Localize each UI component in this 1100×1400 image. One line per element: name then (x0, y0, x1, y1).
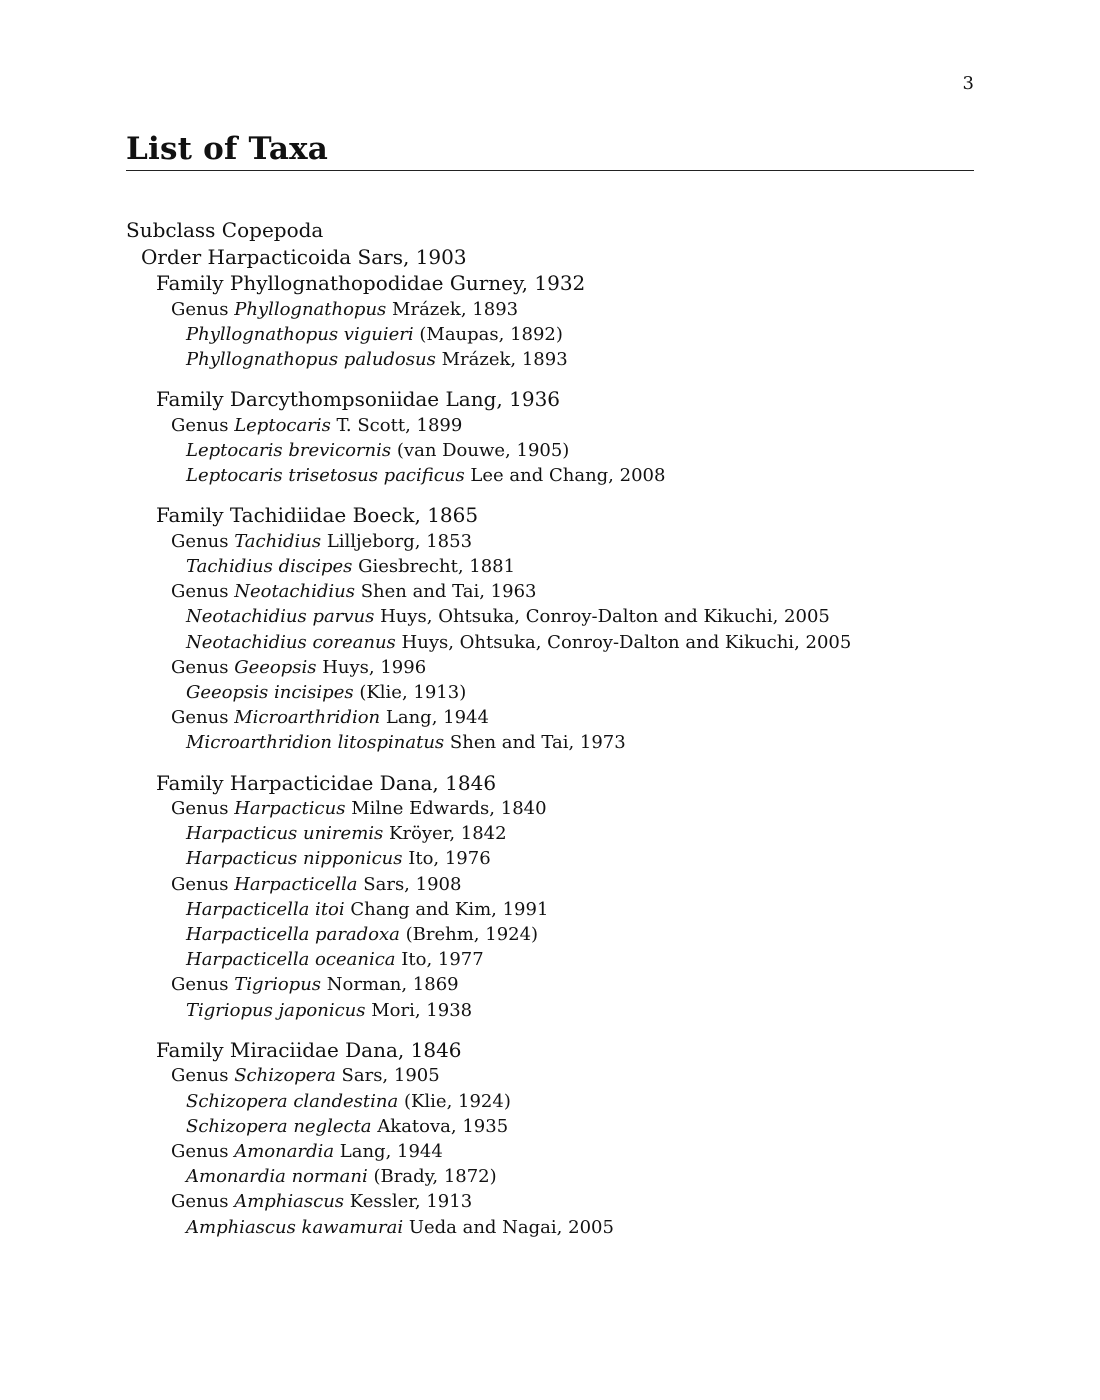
taxon-name: Tigriopus japonicus (186, 999, 366, 1021)
taxa-list (126, 217, 986, 1240)
taxon-authority: Lee and Chang, 2008 (470, 465, 666, 487)
taxon-name: Tachidiidae (229, 503, 347, 528)
taxon-name: Phyllognathopus paludosus (186, 348, 436, 370)
taxon-authority: Mrázek, 1893 (392, 298, 519, 320)
taxon-rank: Genus (171, 656, 229, 678)
taxon-entry (126, 680, 986, 705)
taxon-name: Harpacticoida (207, 244, 352, 269)
taxon-entry (126, 529, 986, 554)
taxon-authority: Dana, 1846 (379, 770, 497, 795)
taxon-authority: Kröyer, 1842 (389, 823, 507, 845)
taxon-name: Harpacticella paradoxa (186, 924, 400, 946)
taxon-name: Darcythompsoniidae (229, 387, 440, 412)
taxon-authority: Dana, 1846 (345, 1037, 462, 1062)
taxon-authority: Ito, 1977 (401, 949, 484, 971)
taxon-entry (126, 947, 986, 972)
taxon-name: Miraciidae (229, 1037, 339, 1062)
page-number: 3 (962, 73, 974, 94)
taxon-authority: Chang and Kim, 1991 (350, 898, 549, 920)
taxon-name: Phyllognathopus (234, 298, 387, 320)
taxon-entry (126, 846, 986, 871)
taxon-entry (126, 796, 986, 821)
taxon-entry (126, 413, 986, 438)
taxon-name: Neotachidius (234, 581, 355, 603)
taxon-name: Copepoda (221, 218, 324, 242)
taxon-entry (126, 347, 986, 372)
taxon-authority: (Brady, 1872) (373, 1166, 497, 1188)
taxon-rank: Genus (171, 581, 229, 603)
taxon-entry (126, 630, 986, 655)
taxon-name: Phyllognathopodidae (229, 271, 444, 295)
taxon-authority: (van Douwe, 1905) (396, 439, 570, 461)
taxon-name: Harpacticus nipponicus (186, 848, 403, 870)
taxon-entry (126, 217, 986, 244)
taxon-name: Microarthridion litospinatus (186, 732, 445, 754)
taxon-entry (126, 897, 986, 922)
taxon-rank: Genus (171, 1191, 229, 1213)
taxon-entry (126, 502, 986, 529)
taxon-name: Phyllognathopus viguieri (186, 323, 414, 345)
taxon-authority: (Brehm, 1924) (405, 924, 539, 946)
taxon-rank: Genus (171, 1065, 229, 1087)
taxon-name: Harpacticella (234, 873, 358, 895)
taxon-authority: Shen and Tai, 1963 (360, 581, 537, 603)
taxon-rank: Genus (171, 873, 229, 895)
taxon-authority: Lilljeborg, 1853 (326, 530, 473, 552)
taxon-entry (126, 438, 986, 463)
taxon-entry (126, 463, 986, 488)
taxon-entry (126, 1189, 986, 1214)
taxon-entry (126, 579, 986, 604)
taxon-entry (126, 770, 986, 797)
taxon-entry (126, 655, 986, 680)
taxon-entry (126, 1114, 986, 1139)
taxon-name: Geeopsis incisipes (186, 681, 354, 703)
taxon-name: Amphiascus kawamurai (186, 1216, 404, 1238)
taxon-entry (126, 1089, 986, 1114)
taxon-authority: Mrázek, 1893 (441, 348, 568, 370)
taxon-rank: Family (156, 387, 224, 412)
taxon-rank: Genus (171, 298, 229, 320)
taxon-rank: Family (156, 503, 224, 528)
taxon-rank: Genus (171, 707, 229, 729)
taxon-rank: Genus (171, 414, 229, 436)
taxon-entry (126, 386, 986, 413)
taxon-authority: Kessler, 1913 (349, 1191, 473, 1213)
taxon-entry (126, 730, 986, 755)
taxon-name: Amonardia (234, 1140, 335, 1162)
taxon-name: Microarthridion (234, 707, 381, 729)
taxon-entry (126, 1139, 986, 1164)
taxon-entry (126, 270, 986, 297)
taxon-entry (126, 1037, 986, 1064)
taxon-name: Schizopera clandestina (186, 1090, 399, 1112)
taxon-authority: T. Scott, 1899 (336, 414, 463, 436)
taxon-entry (126, 705, 986, 730)
taxon-authority: Sars, 1905 (341, 1065, 440, 1087)
title-rule (126, 170, 974, 171)
taxon-rank: Genus (171, 1140, 229, 1162)
taxon-entry (126, 872, 986, 897)
taxon-name: Harpacticidae (229, 770, 374, 795)
taxon-rank: Family (156, 770, 224, 795)
taxon-name: Leptocaris trisetosus pacificus (186, 465, 465, 487)
taxon-name: Tachidius discipes (186, 555, 353, 577)
taxon-name: Harpacticus uniremis (186, 823, 384, 845)
taxon-name: Harpacticella itoi (186, 898, 345, 920)
taxon-entry (126, 554, 986, 579)
taxon-name: Schizopera (234, 1065, 336, 1087)
taxon-authority: Boeck, 1865 (352, 503, 479, 528)
taxon-authority: Milne Edwards, 1840 (351, 798, 547, 820)
taxon-name: Geeopsis (234, 656, 317, 678)
taxon-name: Amphiascus (234, 1191, 345, 1213)
taxon-authority: (Klie, 1913) (359, 681, 467, 703)
taxon-rank: Order (141, 244, 202, 269)
taxon-entry (126, 998, 986, 1023)
taxon-name: Neotachidius coreanus (186, 631, 396, 653)
taxon-name: Leptocaris (234, 414, 331, 436)
taxon-authority: Norman, 1869 (326, 974, 459, 996)
taxon-name: Harpacticus (234, 798, 346, 820)
taxon-name: Leptocaris brevicornis (186, 439, 392, 461)
taxon-authority: Ueda and Nagai, 2005 (408, 1216, 614, 1238)
taxon-entry (126, 1215, 986, 1240)
page-title: List of Taxa (126, 131, 329, 167)
taxon-authority: Huys, Ohtsuka, Conroy-Dalton and Kikuchi, 2005 (401, 631, 852, 653)
taxon-authority: Gurney, 1932 (449, 271, 586, 295)
taxon-name: Neotachidius parvus (186, 606, 375, 628)
taxon-entry (126, 821, 986, 846)
taxon-authority: Lang, 1936 (445, 387, 561, 412)
taxon-name: Tigriopus (234, 974, 322, 996)
taxon-authority: Sars, 1908 (363, 873, 462, 895)
taxon-authority: Sars, 1903 (357, 244, 467, 269)
taxon-entry (126, 1164, 986, 1189)
taxon-authority: Mori, 1938 (371, 999, 473, 1021)
taxon-entry (126, 1063, 986, 1088)
taxon-authority: Giesbrecht, 1881 (358, 555, 516, 577)
taxon-rank: Genus (171, 974, 229, 996)
taxon-authority: (Maupas, 1892) (419, 323, 563, 345)
taxon-authority: Akatova, 1935 (377, 1115, 509, 1137)
taxon-rank: Family (156, 271, 224, 295)
taxon-name: Tachidius (234, 530, 322, 552)
taxon-name: Amonardia normani (186, 1166, 368, 1188)
taxon-authority: Huys, 1996 (322, 656, 427, 678)
taxon-rank: Family (156, 1037, 224, 1062)
taxon-entry (126, 244, 986, 271)
taxon-authority: Huys, Ohtsuka, Conroy-Dalton and Kikuchi, 2005 (380, 606, 830, 628)
taxon-entry (126, 297, 986, 322)
taxon-name: Harpacticella oceanica (186, 949, 396, 971)
taxon-authority: Shen and Tai, 1973 (449, 732, 626, 754)
taxon-authority: (Klie, 1924) (403, 1090, 511, 1112)
taxon-rank: Genus (171, 530, 229, 552)
taxon-authority: Ito, 1976 (408, 848, 491, 870)
taxon-entry (126, 322, 986, 347)
taxon-entry (126, 972, 986, 997)
taxon-rank: Subclass (126, 218, 216, 242)
taxon-entry (126, 604, 986, 629)
taxon-authority: Lang, 1944 (385, 707, 489, 729)
taxon-authority: Lang, 1944 (339, 1140, 443, 1162)
taxon-rank: Genus (171, 798, 229, 820)
taxon-entry (126, 922, 986, 947)
taxon-name: Schizopera neglecta (186, 1115, 372, 1137)
